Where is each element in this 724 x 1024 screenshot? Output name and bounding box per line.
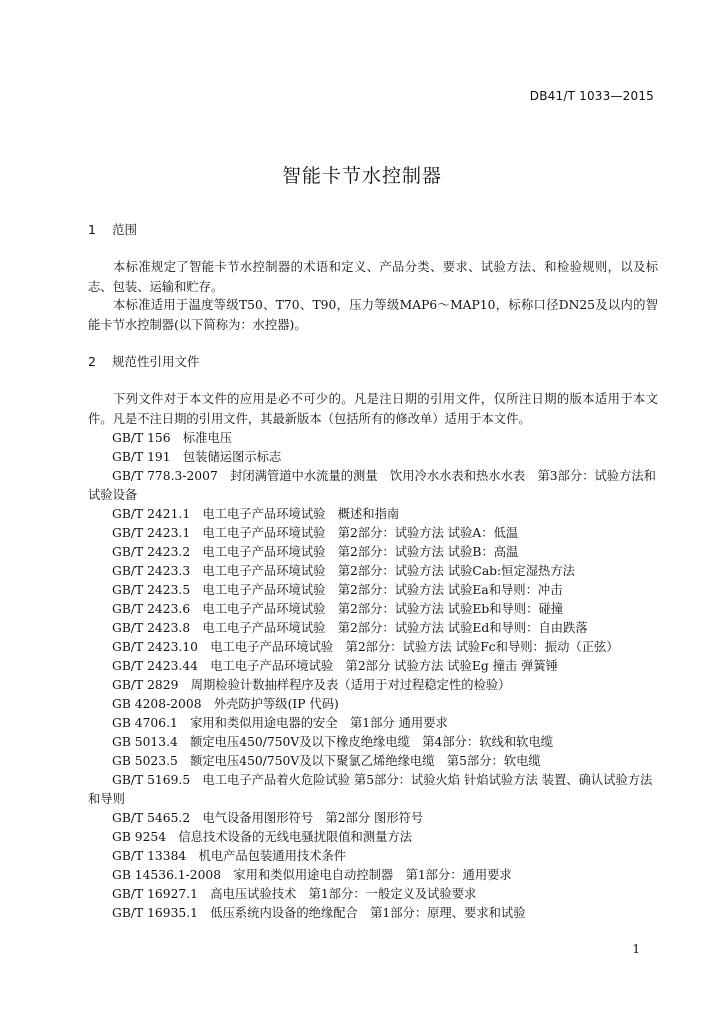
section-title: 范围 <box>111 222 137 237</box>
reference-item: GB/T 2423.1 电工电子产品环境试验 第2部分：试验方法 试验A：低温 <box>112 526 519 540</box>
section-number: 1 <box>88 222 96 237</box>
reference-item: GB/T 191 包装储运图示标志 <box>112 450 282 464</box>
reference-item: GB/T 778.3-2007 封闭满管道中水流量的测量 饮用冷水水表和热水水表 第3部分：试验方法和试验设备 <box>88 469 656 502</box>
reference-item: GB/T 2423.2 电工电子产品环境试验 第2部分：试验方法 试验B：高温 <box>112 545 519 559</box>
reference-item: GB 4208-2008 外壳防护等级(IP 代码) <box>112 697 339 711</box>
reference-item: GB/T 5465.2 电气设备用图形符号 第2部分 图形符号 <box>112 811 424 825</box>
reference-item: GB/T 2423.44 电工电子产品环境试验 第2部分 试验方法 试验Eg 撞击 弹簧锤 <box>112 659 558 673</box>
reference-item: GB/T 2423.5 电工电子产品环境试验 第2部分：试验方法 试验Ea和导则：冲击 <box>112 583 563 597</box>
references-intro-paragraph: 下列文件对于本文件的应用是必不可少的。凡是注日期的引用文件，仅所注日期的版本适用于本文件。凡是不注日期的引用文件，其最新版本（包括所有的修改单）适用于本文件。 <box>88 392 658 426</box>
reference-item: GB/T 2421.1 电工电子产品环境试验 概述和指南 <box>112 507 400 521</box>
normative-references-list <box>88 429 658 923</box>
reference-item: GB 5023.5 额定电压450/750V及以下聚氯乙烯绝缘电缆 第5部分：软电缆 <box>112 754 541 768</box>
section-2-heading <box>88 352 200 370</box>
reference-item: GB/T 2423.3 电工电子产品环境试验 第2部分：试验方法 试验Cab:恒定湿热方法 <box>112 564 575 578</box>
reference-item: GB/T 2829 周期检验计数抽样程序及表（适用于对过程稳定性的检验） <box>112 678 511 692</box>
reference-item: GB/T 156 标准电压 <box>112 431 233 445</box>
reference-item: GB/T 2423.6 电工电子产品环境试验 第2部分：试验方法 试验Eb和导则：碰撞 <box>112 602 564 616</box>
reference-item: GB/T 2423.8 电工电子产品环境试验 第2部分：试验方法 试验Ed和导则：自由跌落 <box>112 621 588 635</box>
reference-item: GB/T 16935.1 低压系统内设备的绝缘配合 第1部分：原理、要求和试验 <box>112 906 526 920</box>
document-title: 智能卡节水控制器 <box>281 165 442 187</box>
section-number: 2 <box>88 354 96 369</box>
reference-item: GB/T 5169.5 电工电子产品着火危险试验 第5部分：试验火焰 针焰试验方法 装置、确认试验方法和导则 <box>88 773 653 806</box>
standard-number: DB41/T 1033—2015 <box>529 89 654 103</box>
reference-item: GB 4706.1 家用和类似用途电器的安全 第1部分 通用要求 <box>112 716 448 730</box>
scope-paragraph-1: 本标准规定了智能卡节水控制器的术语和定义、产品分类、要求、试验方法、和检验规则，以及标志、包装、运输和贮存。 <box>88 260 658 294</box>
reference-item: GB 5013.4 额定电压450/750V及以下橡皮绝缘电缆 第4部分：软线和软电缆 <box>112 735 554 749</box>
reference-item: GB/T 2423.10 电工电子产品环境试验 第2部分：试验方法 试验Fc和导则：振动（正弦） <box>112 640 619 654</box>
reference-item: GB/T 13384 机电产品包装通用技术条件 <box>112 849 347 863</box>
reference-item: GB 9254 信息技术设备的无线电骚扰限值和测量方法 <box>112 830 413 844</box>
reference-item: GB 14536.1-2008 家用和类似用途电自动控制器 第1部分：通用要求 <box>112 868 512 882</box>
scope-paragraph-2: 本标准适用于温度等级T50、T70、T90，压力等级MAP6～MAP10，标称口径DN25及以内的智能卡节水控制器(以下简称为：水控器)。 <box>88 298 658 332</box>
reference-item: GB/T 16927.1 高电压试验技术 第1部分：一般定义及试验要求 <box>112 887 477 901</box>
section-1-heading <box>88 220 137 238</box>
section-title: 规范性引用文件 <box>111 354 200 369</box>
page-number: 1 <box>632 942 640 956</box>
